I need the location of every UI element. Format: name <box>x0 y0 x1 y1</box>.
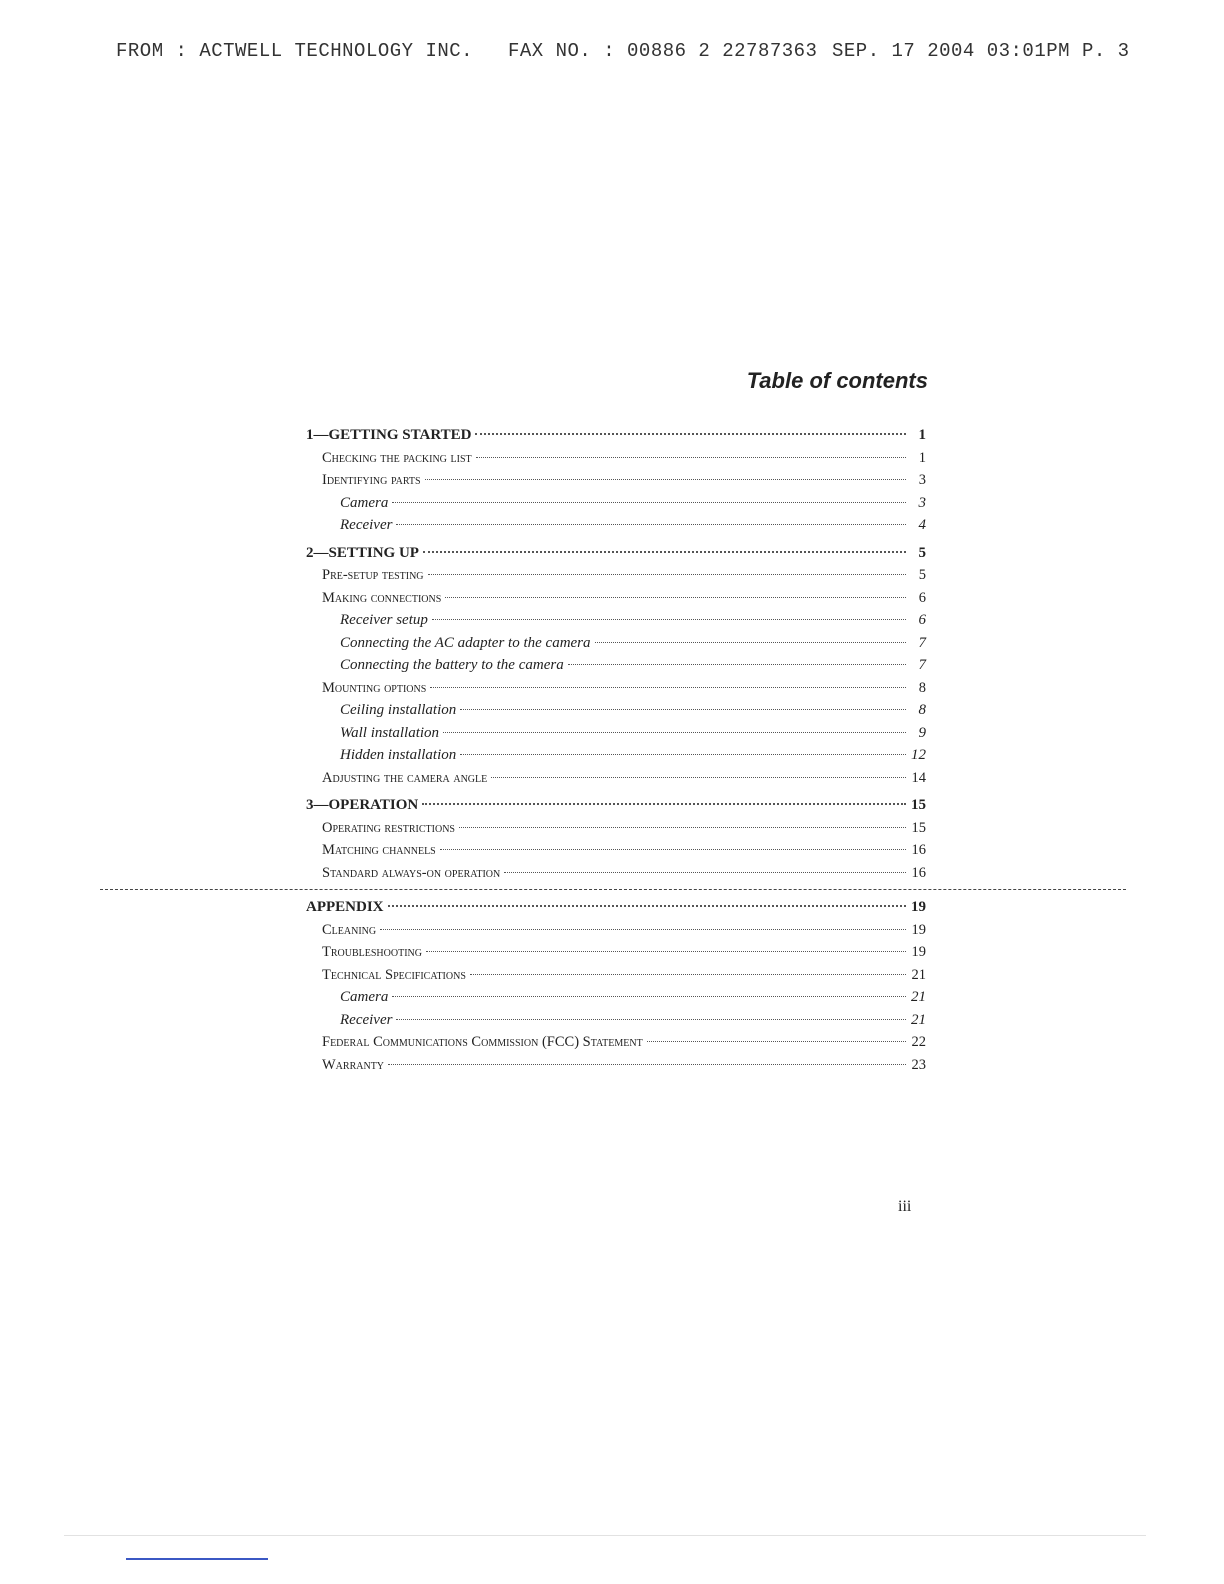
toc-entry-label: Adjusting the camera angle <box>322 769 488 786</box>
toc-entry-warranty <box>300 1054 926 1077</box>
toc-entry-troubleshooting <box>300 941 926 964</box>
toc-entry-page: 21 <box>911 966 926 983</box>
fax-sender: FROM : ACTWELL TECHNOLOGY INC. <box>116 40 474 62</box>
dot-leader <box>423 551 906 553</box>
toc-entry-ceiling-installation <box>300 699 926 722</box>
dot-leader <box>443 732 906 733</box>
toc-entry-page: 21 <box>911 1011 926 1028</box>
dot-leader <box>425 479 906 480</box>
dot-leader <box>460 754 906 755</box>
toc-entry-wall-installation <box>300 722 926 745</box>
toc-entry-page: 3 <box>918 472 926 488</box>
toc-entry-page: 1 <box>918 449 926 466</box>
toc-entry-page: 12 <box>911 747 926 763</box>
toc-entry-page: 5 <box>918 567 926 583</box>
toc-entry-mounting-options <box>300 677 926 700</box>
toc-entry-adjusting-camera-angle <box>300 767 926 790</box>
toc-entry-page: 6 <box>918 589 926 606</box>
dot-leader <box>392 996 906 997</box>
toc-entry-label: Mounting options <box>322 679 427 696</box>
toc-entry-getting-started <box>300 424 926 447</box>
toc-entry-label: Pre-setup testing <box>322 567 424 583</box>
toc-entry-page: 19 <box>911 921 926 938</box>
dot-leader <box>430 687 906 688</box>
toc-entry-receiver <box>300 514 926 537</box>
dot-leader <box>568 664 906 665</box>
dot-leader <box>388 905 907 907</box>
toc-entry-label: Standard always-on operation <box>322 864 501 881</box>
dot-leader <box>392 502 906 503</box>
toc-entry-standard-always-on <box>300 862 926 885</box>
toc-entry-label: Receiver <box>340 517 393 533</box>
dot-leader <box>388 1064 906 1065</box>
toc-entry-page: 16 <box>911 864 926 881</box>
toc-entry-cleaning <box>300 919 926 942</box>
toc-entry-page: 7 <box>918 634 926 651</box>
toc-entry-page: 19 <box>911 899 926 915</box>
dot-leader <box>426 951 906 952</box>
fax-number: FAX NO. : 00886 2 22787363 <box>508 40 818 62</box>
toc-entry-label: Camera <box>340 494 389 511</box>
toc-entry-page: 6 <box>918 612 926 628</box>
toc-entry-label: Technical Specifications <box>322 966 466 983</box>
toc-entry-identifying-parts <box>300 469 926 492</box>
toc-entry-label: Ceiling installation <box>340 702 457 718</box>
fax-header <box>116 40 1130 68</box>
dot-leader <box>428 574 906 575</box>
toc-entry-hidden-installation <box>300 744 926 767</box>
dot-leader <box>491 777 906 778</box>
toc-entry-label: 3—OPERATION <box>306 797 419 813</box>
toc-entry-label: Identifying parts <box>322 472 421 488</box>
toc-entry-label: Troubleshooting <box>322 944 422 960</box>
toc-entry-label: Receiver <box>340 1011 393 1028</box>
table-of-contents <box>300 424 926 1076</box>
toc-entry-operation <box>300 794 926 817</box>
dot-leader <box>470 974 906 975</box>
toc-entry-matching-channels <box>300 839 926 862</box>
toc-entry-operating-restrictions <box>300 817 926 840</box>
toc-entry-fcc-statement <box>300 1031 926 1054</box>
dot-leader <box>396 524 906 525</box>
toc-entry-label: Making connections <box>322 589 442 606</box>
toc-entry-label: Matching channels <box>322 842 436 858</box>
toc-entry-label: 1—GETTING STARTED <box>306 427 472 443</box>
toc-entry-page: 1 <box>918 427 926 443</box>
toc-entry-page: 21 <box>911 989 926 1005</box>
toc-entry-checking-packing-list <box>300 447 926 470</box>
toc-entry-label: 2—SETTING UP <box>306 544 419 561</box>
toc-entry-spec-camera <box>300 986 926 1009</box>
page-number: iii <box>898 1198 912 1215</box>
dot-leader <box>595 642 906 643</box>
dot-leader <box>460 709 906 710</box>
toc-entry-making-connections <box>300 587 926 610</box>
toc-entry-connecting-battery <box>300 654 926 677</box>
dot-leader <box>432 619 906 620</box>
toc-entry-label: APPENDIX <box>306 899 384 915</box>
toc-entry-page: 3 <box>918 494 926 511</box>
toc-entry-spec-receiver <box>300 1009 926 1032</box>
toc-entry-label: Camera <box>340 989 389 1005</box>
toc-entry-label: Checking the packing list <box>322 449 472 466</box>
toc-entry-receiver-setup <box>300 609 926 632</box>
dot-leader <box>380 929 906 930</box>
dot-leader <box>459 827 906 828</box>
toc-entry-page: 7 <box>918 657 926 673</box>
toc-entry-label: Connecting the AC adapter to the camera <box>340 634 591 651</box>
dot-leader <box>475 433 906 435</box>
toc-entry-setting-up <box>300 542 926 565</box>
toc-entry-label: Hidden installation <box>340 747 457 763</box>
toc-entry-label: Receiver setup <box>340 612 428 628</box>
toc-entry-page: 23 <box>911 1056 926 1073</box>
toc-entry-appendix <box>300 896 926 919</box>
dot-leader <box>647 1041 906 1042</box>
toc-entry-pre-setup-testing <box>300 564 926 587</box>
toc-entry-connecting-ac-adapter <box>300 632 926 655</box>
dot-leader <box>396 1019 906 1020</box>
toc-entry-page: 15 <box>911 819 926 836</box>
dot-leader <box>476 457 906 458</box>
toc-entry-page: 16 <box>911 842 926 858</box>
dot-leader <box>422 803 906 805</box>
dot-leader <box>440 849 906 850</box>
toc-entry-page: 4 <box>918 517 926 533</box>
toc-entry-label: Federal Communications Commission (FCC) Statement <box>322 1034 643 1050</box>
toc-entry-page: 8 <box>918 702 926 718</box>
fax-date-page: SEP. 17 2004 03:01PM P. 3 <box>832 40 1130 62</box>
toc-entry-page: 22 <box>911 1034 926 1050</box>
toc-entry-camera <box>300 492 926 515</box>
toc-entry-page: 15 <box>911 797 926 813</box>
toc-entry-page: 19 <box>911 944 926 960</box>
toc-entry-label: Warranty <box>322 1056 385 1073</box>
toc-entry-page: 8 <box>918 679 926 696</box>
dot-leader <box>504 872 906 873</box>
toc-entry-label: Wall installation <box>340 724 440 741</box>
toc-entry-technical-specifications <box>300 964 926 987</box>
toc-entry-page: 14 <box>911 769 926 786</box>
toc-entry-page: 9 <box>918 724 926 741</box>
scan-mark <box>126 1558 268 1560</box>
toc-entry-label: Cleaning <box>322 921 377 938</box>
dot-leader <box>445 597 906 598</box>
toc-entry-label: Connecting the battery to the camera <box>340 657 564 673</box>
toc-title: Table of contents <box>746 368 928 393</box>
page-edge-line <box>64 1535 1146 1536</box>
toc-entry-label: Operating restrictions <box>322 819 455 836</box>
toc-entry-page: 5 <box>918 544 926 561</box>
fax-scan-line <box>100 889 1126 890</box>
